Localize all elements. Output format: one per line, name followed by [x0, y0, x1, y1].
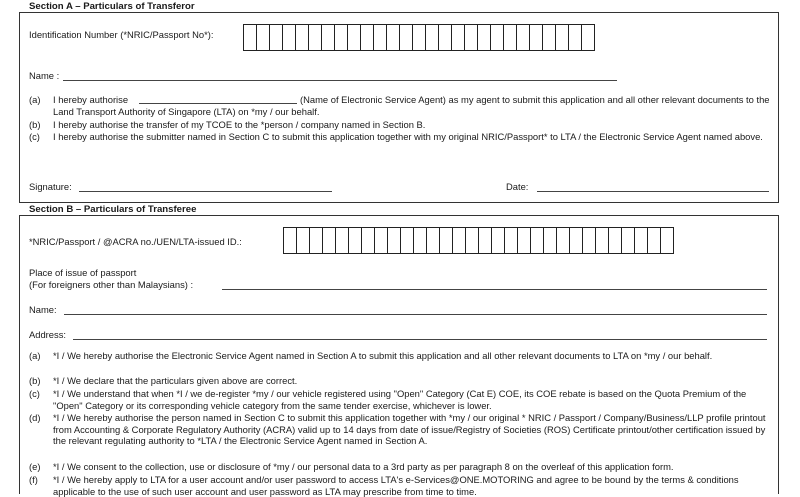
id-char-box[interactable] [569, 227, 583, 254]
id-char-box[interactable] [374, 227, 388, 254]
id-char-box[interactable] [243, 24, 257, 51]
date-field[interactable] [537, 191, 769, 192]
id-char-box[interactable] [555, 24, 569, 51]
item-label: (b) [29, 119, 41, 130]
item-label: (a) [29, 94, 41, 105]
signature-field[interactable] [79, 191, 332, 192]
id-char-box[interactable] [373, 24, 387, 51]
id-char-box[interactable] [256, 24, 270, 51]
id-char-box[interactable] [608, 227, 622, 254]
transferor-name-label: Name : [29, 70, 60, 81]
id-char-box[interactable] [517, 227, 531, 254]
id-char-box[interactable] [361, 227, 375, 254]
item-text: *I / We consent to the collection, use or disclosure of *my / our personal data to a 3rd party as per paragraph 8 on the overleaf of this application form. [53, 461, 674, 472]
section-b-heading [19, 202, 779, 216]
id-char-box[interactable] [503, 24, 517, 51]
id-char-box[interactable] [296, 227, 310, 254]
item-text: *I / We hereby apply to LTA for a user account and/or user password to access LTA's e-Services@ONE.MOTORING and agree to be bound by the terms & conditions applicable to the use of such user account and user password as LTA may prescribe from time to time. [53, 474, 739, 497]
section-b-title: Section B – Particulars of Transferee [29, 204, 197, 215]
id-char-box[interactable] [516, 24, 530, 51]
transferee-id-label: *NRIC/Passport / @ACRA no./UEN/LTA-issued ID.: [29, 236, 242, 247]
id-char-box[interactable] [595, 227, 609, 254]
id-char-box[interactable] [321, 24, 335, 51]
item-label: (c) [29, 388, 40, 399]
item-text: *I / We understand that when *I / we de-register *my / our vehicle registered using "Open" Category (Cat E) COE, its COE rebate is based on the Quota Premium of the "Open" Category or its corresponding vehicle category from the same tender exercise, whichever is lower. [53, 388, 747, 411]
id-char-box[interactable] [582, 227, 596, 254]
id-char-box[interactable] [386, 24, 400, 51]
id-char-box[interactable] [308, 24, 322, 51]
id-char-box[interactable] [439, 227, 453, 254]
id-char-box[interactable] [360, 24, 374, 51]
id-char-box[interactable] [477, 24, 491, 51]
item-label: (b) [29, 375, 41, 386]
transferee-address-label: Address: [29, 329, 66, 340]
transferor-id-boxes[interactable] [243, 24, 594, 52]
id-char-box[interactable] [451, 24, 465, 51]
id-char-box[interactable] [504, 227, 518, 254]
item-text: I hereby authorise the transfer of my TCOE to the *person / company named in Section B. [53, 119, 426, 130]
id-char-box[interactable] [568, 24, 582, 51]
id-char-box[interactable] [452, 227, 466, 254]
place-of-issue-label: Place of issue of passport [29, 267, 137, 278]
id-char-box[interactable] [556, 227, 570, 254]
id-char-box[interactable] [295, 24, 309, 51]
id-char-box[interactable] [269, 24, 283, 51]
section-a-title: Section A – Particulars of Transferor [29, 1, 195, 12]
place-of-issue-field[interactable] [222, 289, 767, 290]
id-char-box[interactable] [581, 24, 595, 51]
item-text-start: I hereby authorise [53, 94, 129, 105]
id-char-box[interactable] [322, 227, 336, 254]
id-char-box[interactable] [426, 227, 440, 254]
item-text: I hereby authorise the submitter named in Section C to submit this application together with my original NRIC/Passport* to LTA / the Electronic Service Agent named above. [53, 131, 763, 142]
item-text: *I / We declare that the particulars given above are correct. [53, 375, 298, 386]
item-text: *I / We hereby authorise the person named in Section C to submit this application together with *my / our original * NRIC / Passport / Company/Business/LLP profile printout from Accounting & Corporate Regulatory Authority (ACRA) valid up to 14 days from date of issue/Registry of Societies (ROS) Certificate printout/other certification issued by the relevant regulating authority to *LTA / the Electronic Service Agent named in Section A. [53, 412, 766, 447]
id-char-box[interactable] [309, 227, 323, 254]
id-char-box[interactable] [530, 227, 544, 254]
item-label: (c) [29, 131, 40, 142]
id-char-box[interactable] [634, 227, 648, 254]
item-label: (d) [29, 412, 41, 423]
section-a-heading [19, 0, 779, 13]
id-char-box[interactable] [425, 24, 439, 51]
id-char-box[interactable] [660, 227, 674, 254]
id-char-box[interactable] [647, 227, 661, 254]
id-char-box[interactable] [490, 24, 504, 51]
item-label: (e) [29, 461, 41, 472]
id-char-box[interactable] [491, 227, 505, 254]
transferee-id-boxes[interactable] [283, 227, 673, 255]
id-char-box[interactable] [465, 227, 479, 254]
transferor-id-label: Identification Number (*NRIC/Passport No*): [29, 29, 214, 40]
item-label: (f) [29, 474, 38, 485]
id-char-box[interactable] [399, 24, 413, 51]
transferee-address-field[interactable] [73, 339, 767, 340]
signature-label: Signature: [29, 181, 72, 192]
id-char-box[interactable] [348, 227, 362, 254]
id-char-box[interactable] [529, 24, 543, 51]
transferee-name-label: Name: [29, 304, 57, 315]
id-char-box[interactable] [438, 24, 452, 51]
id-char-box[interactable] [413, 227, 427, 254]
id-char-box[interactable] [412, 24, 426, 51]
transferor-name-field[interactable] [63, 80, 617, 81]
transferee-name-field[interactable] [64, 314, 767, 315]
id-char-box[interactable] [283, 227, 297, 254]
id-char-box[interactable] [542, 24, 556, 51]
id-char-box[interactable] [335, 227, 349, 254]
id-char-box[interactable] [282, 24, 296, 51]
id-char-box[interactable] [464, 24, 478, 51]
item-text: *I / We hereby authorise the Electronic Service Agent named in Section A to submit this application and all other relevant documents to LTA on *my / our behalf. [53, 350, 713, 361]
id-char-box[interactable] [347, 24, 361, 51]
id-char-box[interactable] [334, 24, 348, 51]
id-char-box[interactable] [543, 227, 557, 254]
id-char-box[interactable] [400, 227, 414, 254]
id-char-box[interactable] [387, 227, 401, 254]
id-char-box[interactable] [621, 227, 635, 254]
item-label: (a) [29, 350, 41, 361]
id-char-box[interactable] [478, 227, 492, 254]
date-label: Date: [506, 181, 529, 192]
place-of-issue-note: (For foreigners other than Malaysians) : [29, 279, 194, 290]
item-text: (Name of Electronic Service Agent) as my agent to submit this application and all other relevant documents to the Land Transport Authority of Singapore (LTA) on *my / our behalf. [53, 94, 770, 117]
